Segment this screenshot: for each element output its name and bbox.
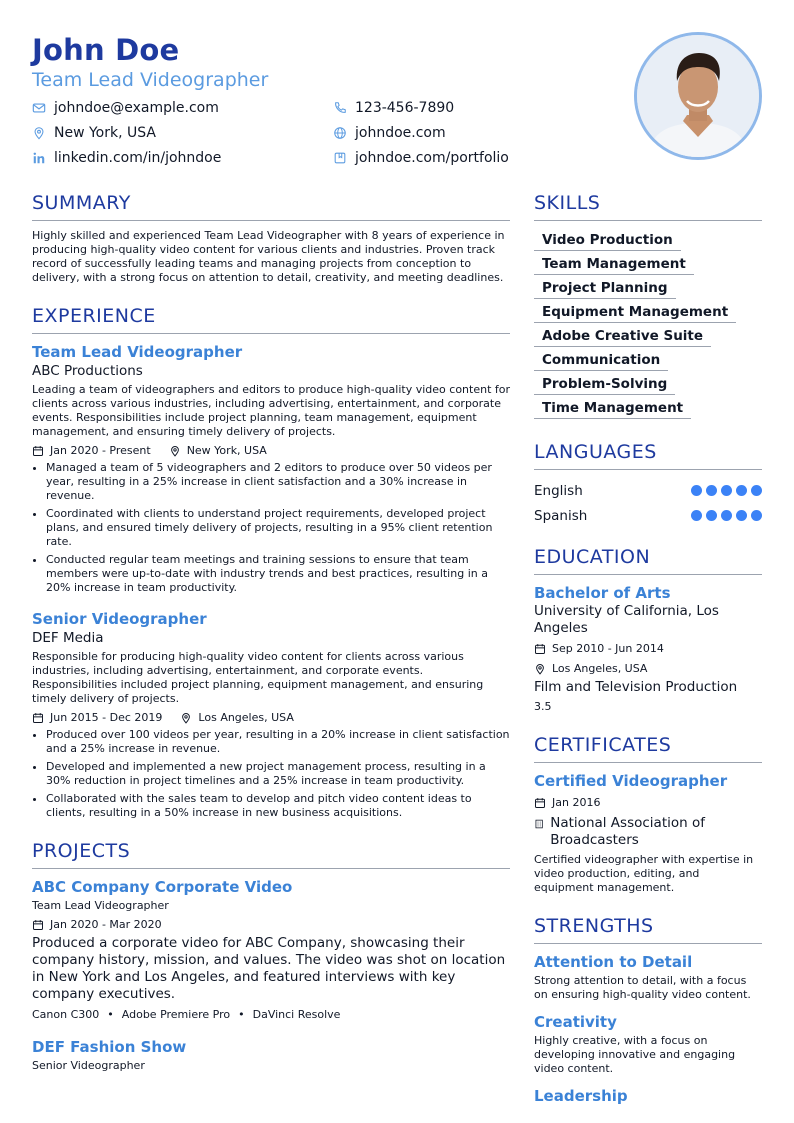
job-description: Leading a team of videographers and editors to produce high-quality video content for clients across various industries, including advertising, entertainment, and corporate events. Responsibilities include project planning, team management, equipment management, and ensuring timely delivery of projects. (32, 383, 511, 438)
profile-photo (634, 32, 762, 160)
portfolio-icon (333, 151, 347, 165)
linkedin-text: linkedin.com/in/johndoe (54, 150, 222, 166)
contact-website[interactable] (333, 123, 446, 143)
building-icon (534, 818, 544, 830)
location-pin-icon (180, 712, 192, 724)
skill-tag: Adobe Creative Suite (534, 326, 711, 347)
skills-list (534, 229, 762, 421)
project-meta (32, 917, 510, 933)
phone-text: 123-456-7890 (355, 100, 455, 116)
languages-section (534, 441, 762, 528)
languages-heading: LANGUAGES (534, 441, 762, 470)
experience-section (32, 305, 510, 820)
certificate-description: Certified videographer with expertise in video production, editing, and equipment management. (534, 853, 754, 894)
strength-description: Strong attention to detail, with a focus on ensuring high-quality video content. (534, 974, 751, 1001)
portfolio-text: johndoe.com/portfolio (355, 150, 509, 166)
skill-tag: Equipment Management (534, 302, 736, 323)
contact-location (32, 123, 156, 143)
project-entry (32, 1037, 510, 1073)
education-location: Los Angeles, USA (552, 662, 648, 675)
strengths-section (534, 915, 762, 1106)
strength-title: Attention to Detail (534, 953, 693, 971)
tool-tag: Adobe Premiere Pro (121, 1008, 231, 1021)
skill-tag: Time Management (534, 398, 691, 419)
summary-section (32, 192, 510, 285)
contact-phone[interactable] (333, 98, 454, 118)
job-title: Team Lead Videographer (32, 343, 243, 361)
certificates-section (534, 734, 762, 895)
certificate-issuer-row (534, 815, 762, 849)
certificate-date: Jan 2016 (552, 796, 601, 809)
job-company: ABC Productions (32, 363, 143, 379)
job-bullets (32, 728, 510, 820)
skill-tag: Team Management (534, 254, 694, 275)
list-item: • Collaborated with the sales team to develop and pitch video content ideas to clients, resulting in a 50% increase in new business acquisitions. (46, 792, 510, 820)
certificate-date-row (534, 795, 762, 811)
website-text: johndoe.com (355, 125, 446, 141)
job-entry (32, 342, 510, 595)
projects-section (32, 840, 510, 1073)
job-company: DEF Media (32, 630, 104, 646)
school: University of California, Los Angeles (534, 603, 719, 636)
strength-description: Highly creative, with a focus on developing innovative and engaging video content. (534, 1034, 736, 1075)
location-pin-icon (32, 126, 46, 140)
project-entry (32, 877, 510, 1023)
strength-title: Creativity (534, 1013, 617, 1031)
language-row (534, 503, 762, 528)
certificates-heading: CERTIFICATES (534, 734, 762, 763)
job-entry (32, 609, 510, 820)
projects-heading: PROJECTS (32, 840, 510, 869)
job-description: Responsible for producing high-quality video content for clients across various industries, including advertising, entertainment, and corporate events. Responsibilities included project planning, equipment management, and ensuring timely delivery of projects. (32, 650, 484, 705)
job-location: Los Angeles, USA (198, 711, 294, 724)
list-item: • Developed and implemented a new project management process, resulting in a 30% reduction in project timelines and a 25% increase in team productivity. (46, 760, 510, 788)
project-title: ABC Company Corporate Video (32, 878, 293, 896)
list-item: • Produced over 100 videos per year, resulting in a 20% increase in client satisfaction and a 25% increase in revenue. (46, 728, 510, 756)
degree: Bachelor of Arts (534, 584, 671, 602)
phone-icon (333, 101, 347, 115)
language-level-dots (687, 485, 762, 496)
candidate-name: John Doe (32, 33, 180, 67)
language-level-dots (687, 510, 762, 521)
job-dates: Jan 2020 - Present (50, 444, 151, 457)
education-dates: Sep 2010 - Jun 2014 (552, 642, 664, 655)
location-pin-icon (169, 445, 181, 457)
education-location-row (534, 661, 762, 677)
experience-heading: EXPERIENCE (32, 305, 510, 334)
email-text: johndoe@example.com (54, 100, 219, 116)
contact-email[interactable] (32, 98, 219, 118)
mail-icon (32, 101, 46, 115)
skill-tag: Communication (534, 350, 668, 371)
summary-heading: SUMMARY (32, 192, 510, 221)
left-column (32, 192, 510, 1073)
calendar-icon (32, 712, 44, 724)
list-item: • Coordinated with clients to understand project requirements, developed project plans, and ensured timely delivery of projects, resulting in a 95% client retention rate. (46, 507, 510, 549)
education-gpa: 3.5 (534, 700, 552, 713)
project-dates: Jan 2020 - Mar 2020 (50, 918, 162, 931)
tool-tag: DaVinci Resolve (252, 1008, 341, 1021)
globe-icon (333, 126, 347, 140)
strength-title: Leadership (534, 1087, 628, 1105)
job-bullets (32, 461, 510, 595)
contact-portfolio[interactable] (333, 148, 509, 168)
calendar-icon (32, 919, 44, 931)
project-title: DEF Fashion Show (32, 1038, 187, 1056)
calendar-icon (534, 643, 546, 655)
list-item: • Conducted regular team meetings and training sessions to ensure that team members were up-to-date with industry trends and best practices, resulting in a 20% increase in team productivity. (46, 553, 510, 595)
list-item: • Managed a team of 5 videographers and 2 editors to produce over 50 videos per year, resulting in a 25% increase in client satisfaction and a 30% increase in revenue. (46, 461, 510, 503)
right-column (534, 192, 762, 1106)
strengths-heading: STRENGTHS (534, 915, 762, 944)
project-tools: Canon C300 • Adobe Premiere Pro • DaVinci Resolve (32, 1008, 341, 1021)
education-field: Film and Television Production (534, 679, 738, 695)
certificate-title: Certified Videographer (534, 772, 728, 790)
language-name: Spanish (534, 507, 588, 524)
location-text: New York, USA (54, 125, 156, 141)
skill-tag: Project Planning (534, 278, 676, 299)
education-heading: EDUCATION (534, 546, 762, 575)
certificate-issuer: National Association of Broadcasters (550, 815, 705, 848)
tool-tag: Canon C300 (32, 1008, 100, 1021)
job-meta (32, 710, 510, 726)
contact-linkedin[interactable] (32, 148, 221, 168)
calendar-icon (534, 797, 546, 809)
job-meta (32, 443, 510, 459)
skill-tag: Video Production (534, 230, 681, 251)
language-name: English (534, 482, 583, 499)
language-row (534, 478, 762, 503)
job-dates: Jun 2015 - Dec 2019 (50, 711, 163, 724)
skills-heading: SKILLS (534, 192, 762, 221)
candidate-title: Team Lead Videographer (32, 69, 269, 91)
skill-tag: Problem-Solving (534, 374, 675, 395)
education-dates-row (534, 641, 762, 657)
project-role: Senior Videographer (32, 1059, 145, 1072)
job-location: New York, USA (186, 444, 267, 457)
job-title: Senior Videographer (32, 610, 207, 628)
location-pin-icon (534, 663, 546, 675)
linkedin-icon (32, 151, 46, 165)
avatar-portrait (637, 35, 759, 157)
education-section (534, 546, 762, 714)
skills-section (534, 192, 762, 421)
project-role: Team Lead Videographer (32, 899, 169, 912)
calendar-icon (32, 445, 44, 457)
project-description: Produced a corporate video for ABC Company, showcasing their company history, mission, and values. The video was shot on location in New York and Los Angeles, and featured interviews with key company executives. (32, 935, 506, 1002)
resume-header (32, 32, 632, 92)
summary-text: Highly skilled and experienced Team Lead Videographer with 8 years of experience in producing high-quality video content for various clients and industries. Proven track record of successfully leading teams and managing projects from conception to delivery, with a strong focus on attention to detail, creativity, and meeting deadlines. (32, 229, 505, 284)
